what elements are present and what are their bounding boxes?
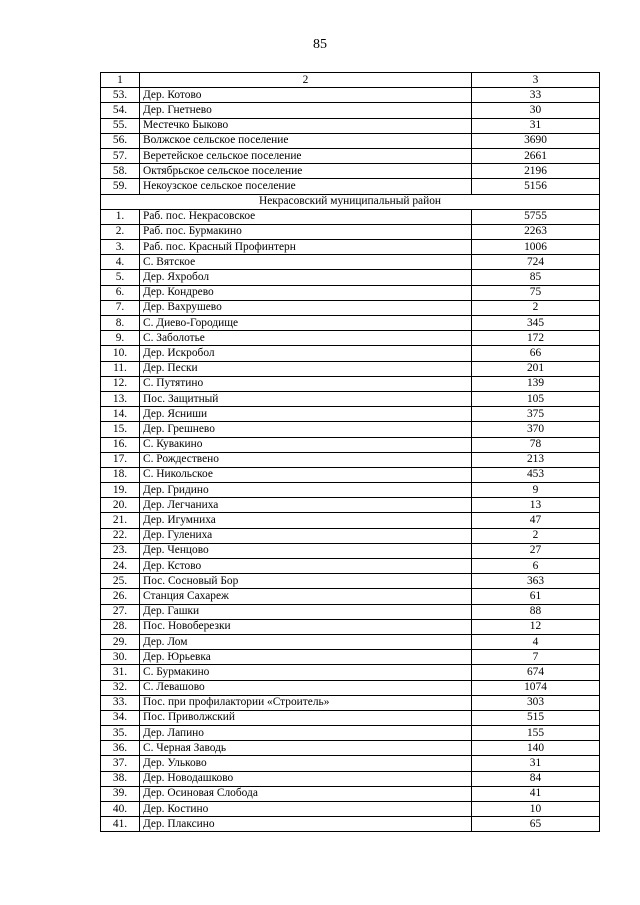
row-number: 1. xyxy=(101,209,140,224)
settlement-name: Дер. Костино xyxy=(140,802,472,817)
row-number: 2. xyxy=(101,224,140,239)
settlement-name: Дер. Пески xyxy=(140,361,472,376)
row-number: 38. xyxy=(101,771,140,786)
row-number: 5. xyxy=(101,270,140,285)
settlement-name: Дер. Гулениха xyxy=(140,528,472,543)
page-number: 85 xyxy=(313,37,327,52)
settlement-name: Станция Сахареж xyxy=(140,589,472,604)
table-row xyxy=(101,483,600,498)
table-row xyxy=(101,224,600,239)
population-value: 2661 xyxy=(472,148,600,163)
row-number: 36. xyxy=(101,741,140,756)
settlement-name: Веретейское сельское поселение xyxy=(140,148,472,163)
row-number: 56. xyxy=(101,133,140,148)
settlement-name: Дер. Лапино xyxy=(140,726,472,741)
table-row xyxy=(101,179,600,194)
table-row xyxy=(101,103,600,118)
table-body xyxy=(101,73,600,832)
table-row xyxy=(101,467,600,482)
population-value: 65 xyxy=(472,817,600,832)
population-value: 363 xyxy=(472,574,600,589)
settlement-name: Раб. пос. Некрасовское xyxy=(140,209,472,224)
row-number: 15. xyxy=(101,422,140,437)
table-row xyxy=(101,634,600,649)
table-row xyxy=(101,316,600,331)
row-number: 12. xyxy=(101,376,140,391)
population-value: 674 xyxy=(472,665,600,680)
settlement-name: С. Черная Заводь xyxy=(140,741,472,756)
row-number: 32. xyxy=(101,680,140,695)
settlement-name: Дер. Ченцово xyxy=(140,543,472,558)
table-row xyxy=(101,574,600,589)
population-value: 30 xyxy=(472,103,600,118)
population-value: 75 xyxy=(472,285,600,300)
settlement-name: Дер. Лом xyxy=(140,634,472,649)
settlement-name: Дер. Юрьевка xyxy=(140,650,472,665)
table-row xyxy=(101,422,600,437)
table-row xyxy=(101,680,600,695)
table-row xyxy=(101,361,600,376)
settlement-name: С. Левашово xyxy=(140,680,472,695)
settlement-name: Дер. Ясниши xyxy=(140,407,472,422)
population-value: 1074 xyxy=(472,680,600,695)
row-number: 33. xyxy=(101,695,140,710)
population-value: 6 xyxy=(472,559,600,574)
population-value: 140 xyxy=(472,741,600,756)
table-row xyxy=(101,786,600,801)
table-row xyxy=(101,331,600,346)
population-value: 9 xyxy=(472,483,600,498)
row-number: 20. xyxy=(101,498,140,513)
table-row xyxy=(101,589,600,604)
settlement-name: Дер. Вахрушево xyxy=(140,300,472,315)
population-value: 31 xyxy=(472,756,600,771)
table-row xyxy=(101,498,600,513)
population-value: 724 xyxy=(472,255,600,270)
row-number: 55. xyxy=(101,118,140,133)
population-value: 61 xyxy=(472,589,600,604)
row-number: 19. xyxy=(101,483,140,498)
population-value: 66 xyxy=(472,346,600,361)
table-row xyxy=(101,452,600,467)
row-number: 6. xyxy=(101,285,140,300)
settlement-name: Дер. Искробол xyxy=(140,346,472,361)
row-number: 35. xyxy=(101,726,140,741)
population-value: 31 xyxy=(472,118,600,133)
population-value: 155 xyxy=(472,726,600,741)
settlement-name: Дер. Новодашково xyxy=(140,771,472,786)
settlement-name: Пос. Сосновый Бор xyxy=(140,574,472,589)
row-number: 3. xyxy=(101,240,140,255)
row-number: 40. xyxy=(101,802,140,817)
table-header-row xyxy=(101,73,600,88)
population-value: 78 xyxy=(472,437,600,452)
settlement-name: С. Заболотье xyxy=(140,331,472,346)
row-number: 26. xyxy=(101,589,140,604)
population-value: 3690 xyxy=(472,133,600,148)
settlement-name: Дер. Кстово xyxy=(140,559,472,574)
row-number: 7. xyxy=(101,300,140,315)
table-row xyxy=(101,285,600,300)
table-row xyxy=(101,513,600,528)
population-value: 105 xyxy=(472,391,600,406)
table-row xyxy=(101,665,600,680)
population-value: 84 xyxy=(472,771,600,786)
row-number: 17. xyxy=(101,452,140,467)
population-value: 139 xyxy=(472,376,600,391)
settlement-name: С. Кувакино xyxy=(140,437,472,452)
header-col-1: 1 xyxy=(101,73,140,88)
population-value: 85 xyxy=(472,270,600,285)
settlement-name: Дер. Гашки xyxy=(140,604,472,619)
settlement-name: Раб. пос. Красный Профинтерн xyxy=(140,240,472,255)
table-row xyxy=(101,695,600,710)
row-number: 34. xyxy=(101,710,140,725)
table-row xyxy=(101,650,600,665)
population-value: 370 xyxy=(472,422,600,437)
population-value: 2 xyxy=(472,528,600,543)
row-number: 10. xyxy=(101,346,140,361)
settlement-name: Местечко Быково xyxy=(140,118,472,133)
table-row xyxy=(101,802,600,817)
population-value: 515 xyxy=(472,710,600,725)
table-row xyxy=(101,376,600,391)
settlement-name: Дер. Кондрево xyxy=(140,285,472,300)
settlement-name: Раб. пос. Бурмакино xyxy=(140,224,472,239)
settlement-name: Некоузское сельское поселение xyxy=(140,179,472,194)
row-number: 24. xyxy=(101,559,140,574)
population-value: 201 xyxy=(472,361,600,376)
section-title: Некрасовский муниципальный район xyxy=(101,194,600,209)
population-value: 13 xyxy=(472,498,600,513)
population-value: 375 xyxy=(472,407,600,422)
table-row xyxy=(101,209,600,224)
population-value: 4 xyxy=(472,634,600,649)
settlement-name: Дер. Легчаниха xyxy=(140,498,472,513)
population-value: 47 xyxy=(472,513,600,528)
table-row xyxy=(101,817,600,832)
table-row xyxy=(101,741,600,756)
table-row xyxy=(101,710,600,725)
table-row xyxy=(101,164,600,179)
table-row xyxy=(101,437,600,452)
table-row xyxy=(101,270,600,285)
settlement-name: С. Вятское xyxy=(140,255,472,270)
section-header-row xyxy=(101,194,600,209)
table-row xyxy=(101,133,600,148)
row-number: 9. xyxy=(101,331,140,346)
row-number: 30. xyxy=(101,650,140,665)
population-value: 172 xyxy=(472,331,600,346)
row-number: 8. xyxy=(101,316,140,331)
table-row xyxy=(101,771,600,786)
table-row xyxy=(101,619,600,634)
population-value: 27 xyxy=(472,543,600,558)
row-number: 14. xyxy=(101,407,140,422)
row-number: 11. xyxy=(101,361,140,376)
settlement-name: Пос. Защитный xyxy=(140,391,472,406)
row-number: 53. xyxy=(101,88,140,103)
row-number: 59. xyxy=(101,179,140,194)
settlement-name: С. Бурмакино xyxy=(140,665,472,680)
row-number: 29. xyxy=(101,634,140,649)
settlements-table xyxy=(100,72,600,832)
row-number: 28. xyxy=(101,619,140,634)
row-number: 16. xyxy=(101,437,140,452)
row-number: 41. xyxy=(101,817,140,832)
population-value: 213 xyxy=(472,452,600,467)
row-number: 18. xyxy=(101,467,140,482)
table-row xyxy=(101,604,600,619)
table-row xyxy=(101,118,600,133)
table-row xyxy=(101,88,600,103)
row-number: 4. xyxy=(101,255,140,270)
table-row xyxy=(101,559,600,574)
settlement-name: Дер. Гридино xyxy=(140,483,472,498)
row-number: 58. xyxy=(101,164,140,179)
population-value: 41 xyxy=(472,786,600,801)
population-value: 12 xyxy=(472,619,600,634)
population-value: 88 xyxy=(472,604,600,619)
table-row xyxy=(101,543,600,558)
row-number: 57. xyxy=(101,148,140,163)
population-value: 2196 xyxy=(472,164,600,179)
row-number: 54. xyxy=(101,103,140,118)
row-number: 13. xyxy=(101,391,140,406)
row-number: 25. xyxy=(101,574,140,589)
population-value: 1006 xyxy=(472,240,600,255)
table-row xyxy=(101,528,600,543)
row-number: 31. xyxy=(101,665,140,680)
table-row xyxy=(101,391,600,406)
settlement-name: Дер. Котово xyxy=(140,88,472,103)
population-value: 453 xyxy=(472,467,600,482)
table-row xyxy=(101,240,600,255)
settlement-name: Пос. Приволжский xyxy=(140,710,472,725)
settlement-name: Дер. Яхробол xyxy=(140,270,472,285)
row-number: 37. xyxy=(101,756,140,771)
settlement-name: Дер. Грешнево xyxy=(140,422,472,437)
table-row xyxy=(101,346,600,361)
population-value: 10 xyxy=(472,802,600,817)
settlement-name: С. Путятино xyxy=(140,376,472,391)
settlement-name: Волжское сельское поселение xyxy=(140,133,472,148)
population-value: 5156 xyxy=(472,179,600,194)
population-value: 303 xyxy=(472,695,600,710)
population-value: 2263 xyxy=(472,224,600,239)
table-row xyxy=(101,726,600,741)
population-value: 345 xyxy=(472,316,600,331)
row-number: 21. xyxy=(101,513,140,528)
table-row xyxy=(101,148,600,163)
header-col-2: 2 xyxy=(140,73,472,88)
settlement-name: Дер. Осиновая Слобода xyxy=(140,786,472,801)
settlement-name: Дер. Игумниха xyxy=(140,513,472,528)
settlement-name: Дер. Плаксино xyxy=(140,817,472,832)
header-col-3: 3 xyxy=(472,73,600,88)
row-number: 22. xyxy=(101,528,140,543)
settlement-name: Пос. при профилактории «Строитель» xyxy=(140,695,472,710)
table-row xyxy=(101,300,600,315)
population-value: 2 xyxy=(472,300,600,315)
population-value: 5755 xyxy=(472,209,600,224)
settlement-name: С. Рождествено xyxy=(140,452,472,467)
table-row xyxy=(101,407,600,422)
settlement-name: Пос. Новоберезки xyxy=(140,619,472,634)
table-row xyxy=(101,756,600,771)
settlement-name: Дер. Ульково xyxy=(140,756,472,771)
settlement-name: С. Диево-Городище xyxy=(140,316,472,331)
row-number: 39. xyxy=(101,786,140,801)
settlement-name: С. Никольское xyxy=(140,467,472,482)
table-row xyxy=(101,255,600,270)
settlement-name: Дер. Гнетнево xyxy=(140,103,472,118)
population-value: 7 xyxy=(472,650,600,665)
settlement-name: Октябрьское сельское поселение xyxy=(140,164,472,179)
row-number: 23. xyxy=(101,543,140,558)
population-value: 33 xyxy=(472,88,600,103)
row-number: 27. xyxy=(101,604,140,619)
